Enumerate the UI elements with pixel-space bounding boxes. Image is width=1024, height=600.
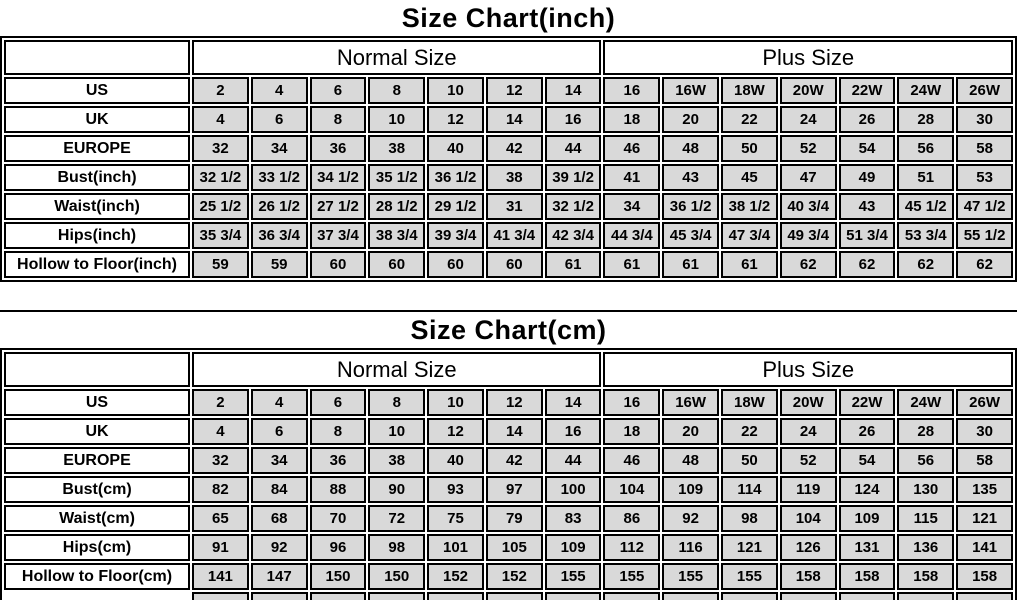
size-cell: 35 1/2 [368, 164, 425, 191]
size-cell: 59 [251, 251, 308, 278]
size-cell: 12 [427, 106, 484, 133]
size-cell: 41 [603, 164, 660, 191]
group-header-row [4, 40, 1013, 75]
size-cell [251, 592, 308, 600]
size-cell: 26 1/2 [251, 193, 308, 220]
row-label: UK [4, 418, 190, 445]
size-cell: 60 [427, 251, 484, 278]
size-cell: 97 [486, 476, 543, 503]
size-cell: 98 [368, 534, 425, 561]
size-cell: 32 [192, 447, 249, 474]
size-cell: 47 3/4 [721, 222, 778, 249]
size-cell: 141 [192, 563, 249, 590]
size-cell: 35 3/4 [192, 222, 249, 249]
table-row [4, 389, 1013, 416]
size-cell: 36 [310, 447, 367, 474]
size-cell: 20 [662, 106, 719, 133]
size-cell: 155 [662, 563, 719, 590]
size-cell: 18W [721, 77, 778, 104]
column-group-header: Plus Size [603, 352, 1013, 387]
size-cell: 42 [486, 447, 543, 474]
size-chart-inch-table [0, 36, 1017, 282]
size-cell [192, 592, 249, 600]
size-cell: 50 [721, 447, 778, 474]
size-cell: 26W [956, 389, 1013, 416]
size-cell: 24 [780, 418, 837, 445]
size-cell: 124 [839, 476, 896, 503]
size-cell: 22W [839, 389, 896, 416]
size-cell: 47 1/2 [956, 193, 1013, 220]
size-cell: 158 [780, 563, 837, 590]
size-cell: 72 [368, 505, 425, 532]
corner-cell [4, 40, 190, 75]
table-row [4, 447, 1013, 474]
size-cell: 4 [192, 106, 249, 133]
size-cell: 33 1/2 [251, 164, 308, 191]
size-cell: 22 [721, 106, 778, 133]
size-cell: 45 1/2 [897, 193, 954, 220]
table-row [4, 418, 1013, 445]
size-cell: 31 [486, 193, 543, 220]
size-cell: 18 [603, 418, 660, 445]
size-cell: 20 [662, 418, 719, 445]
size-cell: 38 [368, 135, 425, 162]
column-group-header: Plus Size [603, 40, 1013, 75]
size-cell: 150 [310, 563, 367, 590]
size-cell: 43 [839, 193, 896, 220]
row-label: EUROPE [4, 135, 190, 162]
size-cell: 32 1/2 [545, 193, 602, 220]
size-cell: 60 [310, 251, 367, 278]
size-cell: 29 1/2 [427, 193, 484, 220]
size-cell: 28 [897, 418, 954, 445]
size-cell: 88 [310, 476, 367, 503]
size-cell: 93 [427, 476, 484, 503]
size-cell: 38 [486, 164, 543, 191]
size-cell: 150 [368, 563, 425, 590]
table-row [4, 563, 1013, 590]
group-header-row [4, 352, 1013, 387]
table-row [4, 193, 1013, 220]
size-cell [662, 592, 719, 600]
size-cell: 36 3/4 [251, 222, 308, 249]
size-cell: 109 [839, 505, 896, 532]
size-cell: 158 [956, 563, 1013, 590]
size-cell: 54 [839, 447, 896, 474]
size-cell: 42 3/4 [545, 222, 602, 249]
size-cell: 79 [486, 505, 543, 532]
size-cell: 36 1/2 [427, 164, 484, 191]
size-cell: 8 [368, 389, 425, 416]
size-chart-inch-section [0, 0, 1017, 282]
size-cell: 32 [192, 135, 249, 162]
size-cell: 14 [545, 389, 602, 416]
row-label: Waist(inch) [4, 193, 190, 220]
size-cell: 70 [310, 505, 367, 532]
size-cell: 18 [603, 106, 660, 133]
size-cell: 30 [956, 418, 1013, 445]
size-cell: 16 [545, 418, 602, 445]
size-cell: 155 [545, 563, 602, 590]
table-row [4, 164, 1013, 191]
row-label: Bust(cm) [4, 476, 190, 503]
size-cell: 39 3/4 [427, 222, 484, 249]
size-cell: 82 [192, 476, 249, 503]
row-label: Waist(cm) [4, 505, 190, 532]
size-cell: 4 [251, 389, 308, 416]
size-cell: 34 [251, 135, 308, 162]
size-cell: 155 [603, 563, 660, 590]
size-cell [780, 592, 837, 600]
size-cell: 105 [486, 534, 543, 561]
size-cell [427, 592, 484, 600]
size-cell: 45 [721, 164, 778, 191]
size-cell: 8 [368, 77, 425, 104]
size-cell: 52 [780, 135, 837, 162]
size-chart-cm-table [0, 348, 1017, 600]
size-cell: 130 [897, 476, 954, 503]
size-cell: 56 [897, 447, 954, 474]
size-cell: 53 [956, 164, 1013, 191]
row-label: Hips(inch) [4, 222, 190, 249]
size-cell: 47 [780, 164, 837, 191]
size-cell: 56 [897, 135, 954, 162]
size-cell: 49 3/4 [780, 222, 837, 249]
size-cell: 158 [897, 563, 954, 590]
size-cell: 48 [662, 447, 719, 474]
size-cell: 28 [897, 106, 954, 133]
size-cell: 58 [956, 447, 1013, 474]
size-cell: 135 [956, 476, 1013, 503]
size-cell: 20W [780, 389, 837, 416]
size-cell: 37 3/4 [310, 222, 367, 249]
size-cell: 24W [897, 77, 954, 104]
size-cell: 115 [897, 505, 954, 532]
size-cell: 38 3/4 [368, 222, 425, 249]
size-cell: 20W [780, 77, 837, 104]
size-cell: 40 [427, 135, 484, 162]
size-cell: 158 [839, 563, 896, 590]
size-cell: 65 [192, 505, 249, 532]
size-cell: 92 [251, 534, 308, 561]
size-cell: 26 [839, 418, 896, 445]
size-cell: 12 [427, 418, 484, 445]
row-label: Bust(inch) [4, 164, 190, 191]
size-cell: 16W [662, 389, 719, 416]
size-cell: 26 [839, 106, 896, 133]
size-cell: 16 [603, 77, 660, 104]
size-cell: 46 [603, 447, 660, 474]
size-cell: 38 1/2 [721, 193, 778, 220]
row-label: Hollow to Floor(inch) [4, 251, 190, 278]
row-label: EUROPE [4, 447, 190, 474]
size-cell: 112 [603, 534, 660, 561]
size-cell [897, 592, 954, 600]
size-cell: 42 [486, 135, 543, 162]
size-cell: 61 [603, 251, 660, 278]
size-cell: 114 [721, 476, 778, 503]
size-cell: 12 [486, 77, 543, 104]
size-cell: 16W [662, 77, 719, 104]
cropped-partial-row [4, 592, 1013, 600]
size-cell: 51 3/4 [839, 222, 896, 249]
size-cell: 62 [897, 251, 954, 278]
size-cell: 27 1/2 [310, 193, 367, 220]
table-row [4, 534, 1013, 561]
size-cell: 44 [545, 447, 602, 474]
size-cell: 30 [956, 106, 1013, 133]
size-cell: 61 [721, 251, 778, 278]
table-row [4, 77, 1013, 104]
table-row [4, 476, 1013, 503]
size-cell [486, 592, 543, 600]
size-cell: 62 [956, 251, 1013, 278]
table-row [4, 135, 1013, 162]
size-cell: 109 [545, 534, 602, 561]
table-row [4, 106, 1013, 133]
size-cell: 152 [486, 563, 543, 590]
size-cell: 86 [603, 505, 660, 532]
size-cell: 18W [721, 389, 778, 416]
size-cell: 2 [192, 389, 249, 416]
size-cell [956, 592, 1013, 600]
size-cell: 131 [839, 534, 896, 561]
size-cell: 40 3/4 [780, 193, 837, 220]
size-cell: 24W [897, 389, 954, 416]
size-cell: 22W [839, 77, 896, 104]
size-cell: 51 [897, 164, 954, 191]
size-cell [721, 592, 778, 600]
size-chart-cm-title: Size Chart(cm) [0, 310, 1017, 348]
size-cell: 34 1/2 [310, 164, 367, 191]
size-cell [603, 592, 660, 600]
size-cell: 8 [310, 106, 367, 133]
size-cell: 49 [839, 164, 896, 191]
row-label: US [4, 77, 190, 104]
size-cell: 60 [486, 251, 543, 278]
size-cell: 141 [956, 534, 1013, 561]
table-row [4, 222, 1013, 249]
size-cell: 96 [310, 534, 367, 561]
size-cell: 14 [486, 106, 543, 133]
size-cell: 44 [545, 135, 602, 162]
table-row [4, 505, 1013, 532]
size-cell: 91 [192, 534, 249, 561]
size-cell: 83 [545, 505, 602, 532]
size-cell: 61 [662, 251, 719, 278]
size-cell: 16 [603, 389, 660, 416]
size-cell [839, 592, 896, 600]
size-cell: 121 [956, 505, 1013, 532]
size-cell: 32 1/2 [192, 164, 249, 191]
size-cell: 119 [780, 476, 837, 503]
size-cell: 155 [721, 563, 778, 590]
size-cell: 126 [780, 534, 837, 561]
size-cell: 50 [721, 135, 778, 162]
size-cell: 104 [780, 505, 837, 532]
size-cell: 40 [427, 447, 484, 474]
size-cell: 104 [603, 476, 660, 503]
row-label [4, 592, 190, 600]
size-cell [545, 592, 602, 600]
size-cell: 22 [721, 418, 778, 445]
size-cell: 62 [780, 251, 837, 278]
size-cell: 54 [839, 135, 896, 162]
row-label: US [4, 389, 190, 416]
size-cell: 45 3/4 [662, 222, 719, 249]
size-cell: 147 [251, 563, 308, 590]
size-cell: 92 [662, 505, 719, 532]
size-cell [310, 592, 367, 600]
size-cell: 6 [310, 77, 367, 104]
size-cell: 60 [368, 251, 425, 278]
size-cell: 16 [545, 106, 602, 133]
size-cell: 34 [251, 447, 308, 474]
size-cell: 84 [251, 476, 308, 503]
row-label: Hips(cm) [4, 534, 190, 561]
column-group-header: Normal Size [192, 40, 601, 75]
size-cell: 43 [662, 164, 719, 191]
size-cell: 38 [368, 447, 425, 474]
size-cell: 12 [486, 389, 543, 416]
size-cell: 10 [427, 389, 484, 416]
size-cell: 28 1/2 [368, 193, 425, 220]
size-cell: 100 [545, 476, 602, 503]
corner-cell [4, 352, 190, 387]
size-cell: 90 [368, 476, 425, 503]
size-cell: 46 [603, 135, 660, 162]
size-cell: 59 [192, 251, 249, 278]
size-cell: 2 [192, 77, 249, 104]
size-cell: 34 [603, 193, 660, 220]
size-cell [368, 592, 425, 600]
size-cell: 36 1/2 [662, 193, 719, 220]
size-cell: 24 [780, 106, 837, 133]
size-cell: 41 3/4 [486, 222, 543, 249]
size-cell: 10 [368, 106, 425, 133]
row-label: UK [4, 106, 190, 133]
size-cell: 52 [780, 447, 837, 474]
row-label: Hollow to Floor(cm) [4, 563, 190, 590]
size-chart-cm-section [0, 310, 1017, 600]
column-group-header: Normal Size [192, 352, 601, 387]
size-cell: 25 1/2 [192, 193, 249, 220]
size-cell: 121 [721, 534, 778, 561]
size-cell: 8 [310, 418, 367, 445]
size-cell: 152 [427, 563, 484, 590]
size-cell: 53 3/4 [897, 222, 954, 249]
size-cell: 6 [310, 389, 367, 416]
table-row [4, 251, 1013, 278]
size-cell: 116 [662, 534, 719, 561]
size-cell: 109 [662, 476, 719, 503]
size-cell: 58 [956, 135, 1013, 162]
size-cell: 101 [427, 534, 484, 561]
size-cell: 26W [956, 77, 1013, 104]
size-cell: 10 [368, 418, 425, 445]
size-cell: 39 1/2 [545, 164, 602, 191]
size-cell: 4 [251, 77, 308, 104]
size-chart-inch-title: Size Chart(inch) [401, 3, 616, 33]
size-cell: 48 [662, 135, 719, 162]
size-cell: 61 [545, 251, 602, 278]
size-cell: 14 [486, 418, 543, 445]
size-cell: 68 [251, 505, 308, 532]
size-cell: 98 [721, 505, 778, 532]
size-cell: 75 [427, 505, 484, 532]
size-cell: 4 [192, 418, 249, 445]
size-cell: 14 [545, 77, 602, 104]
size-cell: 6 [251, 106, 308, 133]
size-cell: 36 [310, 135, 367, 162]
size-cell: 62 [839, 251, 896, 278]
size-cell: 136 [897, 534, 954, 561]
size-cell: 55 1/2 [956, 222, 1013, 249]
size-cell: 44 3/4 [603, 222, 660, 249]
size-cell: 10 [427, 77, 484, 104]
size-cell: 6 [251, 418, 308, 445]
